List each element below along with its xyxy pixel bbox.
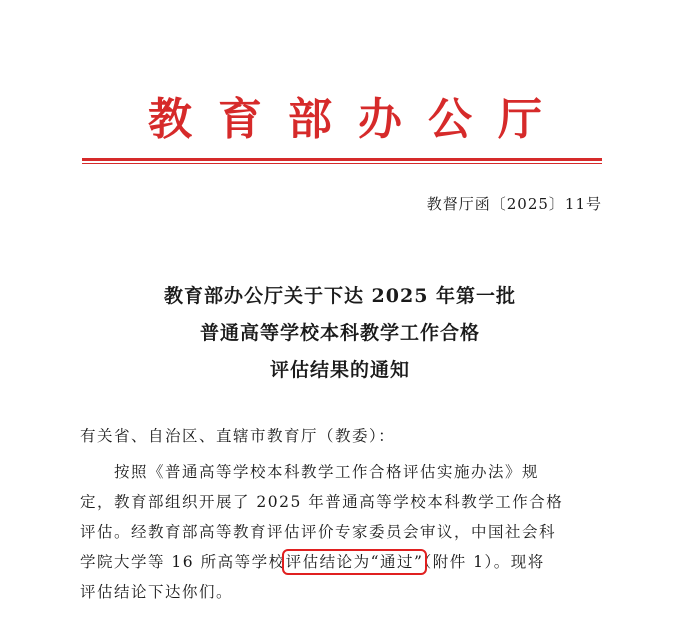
body-line-4-start: 学院大学等 16 所高等学校 <box>80 553 286 571</box>
addressee: 有关省、自治区、直辖市教育厅（教委）： <box>80 427 396 445</box>
red-rule-thin <box>82 163 602 164</box>
title-line-2: 普通高等学校本科教学工作合格 <box>199 322 480 344</box>
document-number: 教督厅函〔2025〕11号 <box>426 195 602 213</box>
body-line-2: 定，教育部组织开展了 2025 年普通高等学校本科教学工作合格 <box>80 493 564 511</box>
body-line-5: 评估结论下达你们。 <box>80 583 234 601</box>
body-line-4 <box>80 547 607 577</box>
body-line-1: 按照《普通高等学校本科教学工作合格评估实施办法》规 <box>114 463 540 481</box>
body-line-3: 评估。经教育部高等教育评估评价专家委员会审议，中国社会科 <box>80 523 557 541</box>
highlighted-conclusion: 评估结论为“通过” <box>285 553 424 571</box>
red-rule-thick <box>82 158 602 161</box>
issuer-heading: 教育部办公厅 <box>148 94 568 145</box>
title-line-3: 评估结果的通知 <box>269 359 410 381</box>
notice-title <box>60 278 620 389</box>
body-paragraph <box>80 457 607 607</box>
body-line-4-end: （附件 1）。现将 <box>423 553 545 571</box>
title-line-1: 教育部办公厅关于下达 2025 年第一批 <box>163 285 517 307</box>
